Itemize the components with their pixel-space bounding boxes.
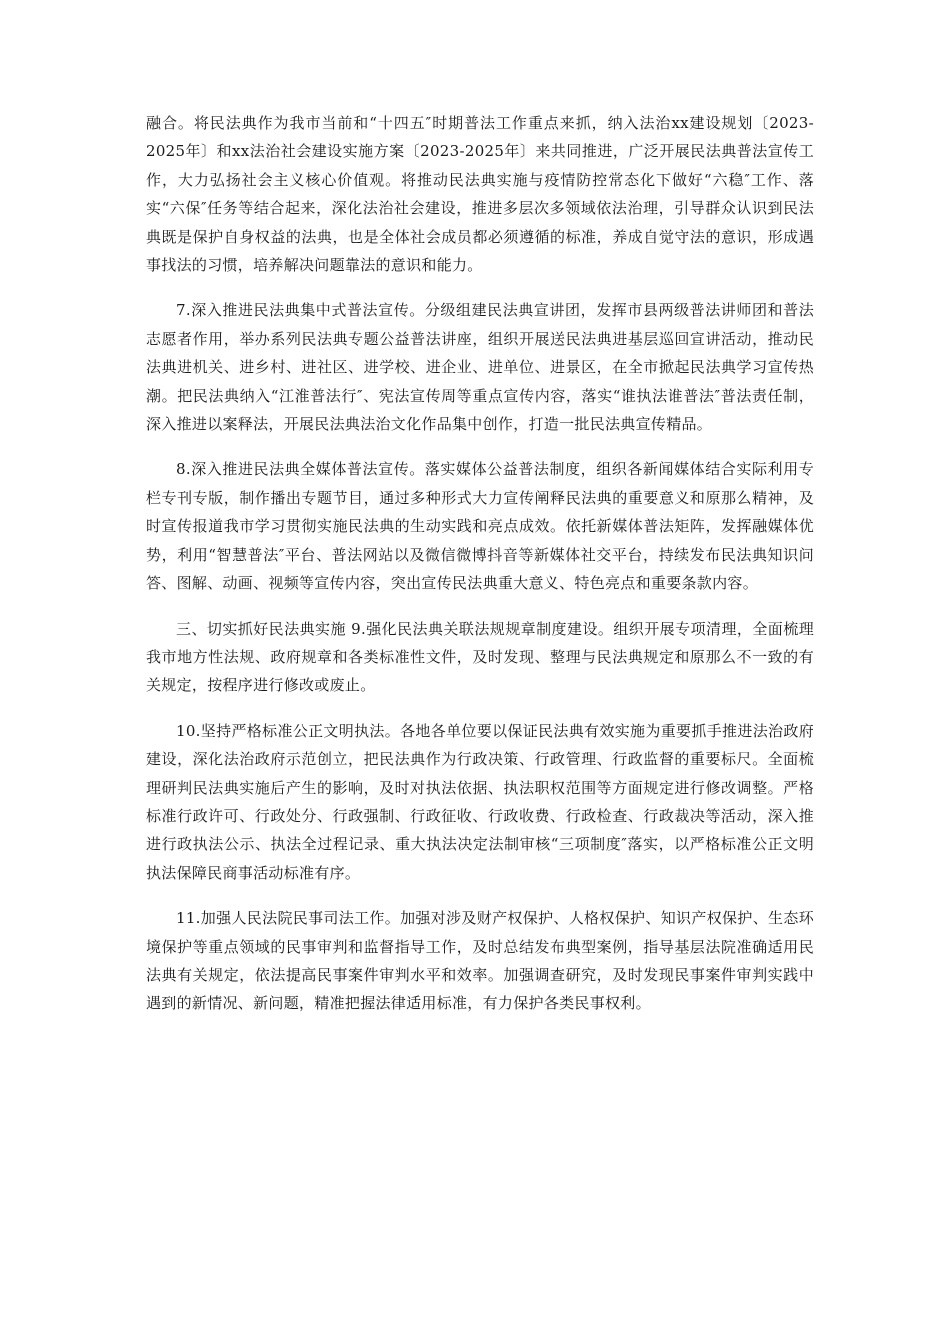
paragraph-section-3-item-9: 三、切实抓好民法典实施 9.强化民法典关联法规规章制度建设。组织开展专项清理，全面梳理我市地方性法规、政府规章和各类标准性文件，及时发现、整理与民法典规定和原那么不一致的有关规定，按程序进行修改或废止。 (146, 619, 814, 695)
paragraph-continuation: 融合。将民法典作为我市当前和“十四五″时期普法工作重点来抓，纳入法治xx建设规划〔2023-2025年〕和xx法治社会建设实施方案〔2023-2025年〕来共同推进，广泛开展民法典普法宣传工作，大力弘扬社会主义核心价值观。将推动民法典实施与疫情防控常态化下做好“六稳″工作、落实“六保″任务等结合起来，深化法治社会建设，推进多层次多领域依法治理，引导群众认识到民法典既是保护自身权益的法典，也是全体社会成员都必须遵循的标准，养成自觉守法的意识，形成遇事找法的习惯，培养解决问题靠法的意识和能力。 (146, 114, 814, 275)
paragraph-item-10: 10.坚持严格标准公正文明执法。各地各单位要以保证民法典有效实施为重要抓手推进法治政府建设，深化法治政府示范创立，把民法典作为行政决策、行政管理、行政监督的重要标尺。全面梳理研判民法典实施后产生的影响，及时对执法依据、执法职权范围等方面规定进行修改调整。严格标准行政许可、行政处分、行政强制、行政征收、行政收费、行政检查、行政裁决等活动，深入推进行政执法公示、执法全过程记录、重大执法决定法制审核“三项制度″落实，以严格标准公正文明执法保障民商事活动标准有序。 (146, 721, 814, 882)
paragraph-item-11: 11.加强人民法院民事司法工作。加强对涉及财产权保护、人格权保护、知识产权保护、生态环境保护等重点领域的民事审判和监督指导工作，及时总结发布典型案例，指导基层法院准确适用民法典有关规定，依法提高民事案件审判水平和效率。加强调查研究，及时发现民事案件审判实践中遇到的新情况、新问题，精准把握法律适用标准，有力保护各类民事权利。 (146, 909, 814, 1013)
paragraph-item-7: 7.深入推进民法典集中式普法宣传。分级组建民法典宣讲团，发挥市县两级普法讲师团和普法志愿者作用，举办系列民法典专题公益普法讲座，组织开展送民法典进基层巡回宣讲活动，推动民法典进机关、进乡村、进社区、进学校、进企业、进单位、进景区，在全市掀起民法典学习宣传热潮。把民法典纳入“江淮普法行″、宪法宣传周等重点宣传内容，落实“谁执法谁普法″普法责任制，深入推进以案释法，开展民法典法治文化作品集中创作，打造一批民法典宣传精品。 (146, 301, 814, 434)
paragraph-item-8: 8.深入推进民法典全媒体普法宣传。落实媒体公益普法制度，组织各新闻媒体结合实际利用专栏专刊专版，制作播出专题节目，通过多种形式大力宣传阐释民法典的重要意义和原那么精神，及时宣传报道我市学习贯彻实施民法典的生动实践和亮点成效。依托新媒体普法矩阵，发挥融媒体优势，利用“智慧普法″平台、普法网站以及微信微博抖音等新媒体社交平台，持续发布民法典知识问答、图解、动画、视频等宣传内容，突出宣传民法典重大意义、特色亮点和重要条款内容。 (146, 460, 814, 593)
document-body (146, 109, 814, 1035)
